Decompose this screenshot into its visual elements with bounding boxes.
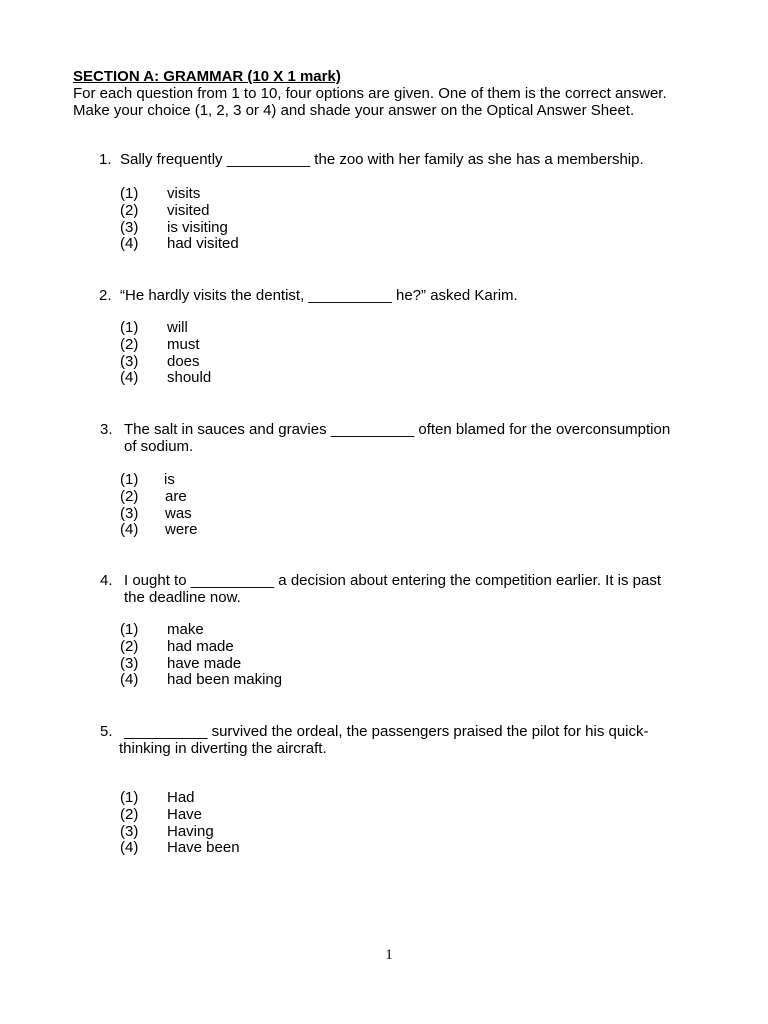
page-number: 1 (385, 947, 393, 963)
option-text: Had (167, 789, 195, 806)
option-number: (1) (120, 471, 139, 488)
option-text: visits (167, 185, 201, 202)
option-number: (1) (120, 621, 139, 638)
question-text: thinking in diverting the aircraft. (119, 740, 327, 757)
option-text: Have been (167, 839, 240, 857)
option-text: is (164, 471, 175, 488)
question-text: of sodium. (124, 438, 194, 455)
option-number: (3) (120, 218, 139, 236)
option-number: (4) (120, 839, 139, 857)
option-text: have made (167, 654, 242, 672)
option-text: had been making (167, 671, 283, 689)
question-text: the deadline now. (124, 589, 241, 606)
question-text: The salt in sauces and gravies __________ often blamed for the overconsumption (124, 421, 671, 438)
option-number: (2) (120, 805, 139, 823)
instructions (73, 85, 733, 119)
question-number: 1. (99, 151, 112, 168)
option-text: Having (167, 822, 214, 840)
option-text: is visiting (167, 218, 228, 236)
option-text: make (167, 621, 204, 638)
option-number: (2) (120, 201, 139, 219)
option-text: had visited (167, 235, 239, 253)
option-text: was (165, 504, 192, 522)
option-number: (3) (120, 352, 139, 370)
option-text: must (167, 335, 200, 353)
option-number: (1) (120, 185, 139, 202)
option-text: Have (167, 805, 203, 823)
option-number: (4) (120, 671, 139, 689)
option-number: (2) (120, 637, 139, 655)
option-number: (4) (120, 521, 139, 539)
option-number: (4) (120, 369, 139, 387)
option-number: (3) (120, 504, 139, 522)
question-text: Sally frequently __________ the zoo with her family as she has a membership. (120, 151, 644, 168)
instruction-line: For each question from 1 to 10, four options are given. One of them is the correct answer. (73, 85, 667, 102)
option-number: (1) (120, 319, 139, 336)
option-text: will (167, 319, 188, 336)
option-number: (2) (120, 487, 139, 505)
option-number: (3) (120, 654, 139, 672)
option-text: does (167, 352, 200, 370)
question-number: 5. (100, 723, 113, 740)
option-number: (2) (120, 335, 139, 353)
question-number: 4. (100, 572, 113, 589)
option-text: had made (167, 637, 234, 655)
option-text: were (165, 521, 198, 539)
option-text: visited (167, 201, 210, 219)
question-text: __________ survived the ordeal, the passengers praised the pilot for his quick- (124, 723, 649, 740)
option-text: should (167, 369, 212, 387)
question-number: 2. (99, 287, 112, 304)
option-text: are (165, 487, 187, 505)
section-title: SECTION A: GRAMMAR (10 X 1 mark) (73, 68, 341, 85)
option-number: (3) (120, 822, 139, 840)
question-text: I ought to __________ a decision about entering the competition earlier. It is past (124, 572, 662, 589)
option-number: (4) (120, 235, 139, 253)
question-number: 3. (100, 421, 113, 438)
question-text: “He hardly visits the dentist, __________ he?” asked Karim. (120, 287, 518, 304)
instruction-line: Make your choice (1, 2, 3 or 4) and shade your answer on the Optical Answer Sheet. (73, 102, 635, 119)
option-number: (1) (120, 789, 139, 806)
